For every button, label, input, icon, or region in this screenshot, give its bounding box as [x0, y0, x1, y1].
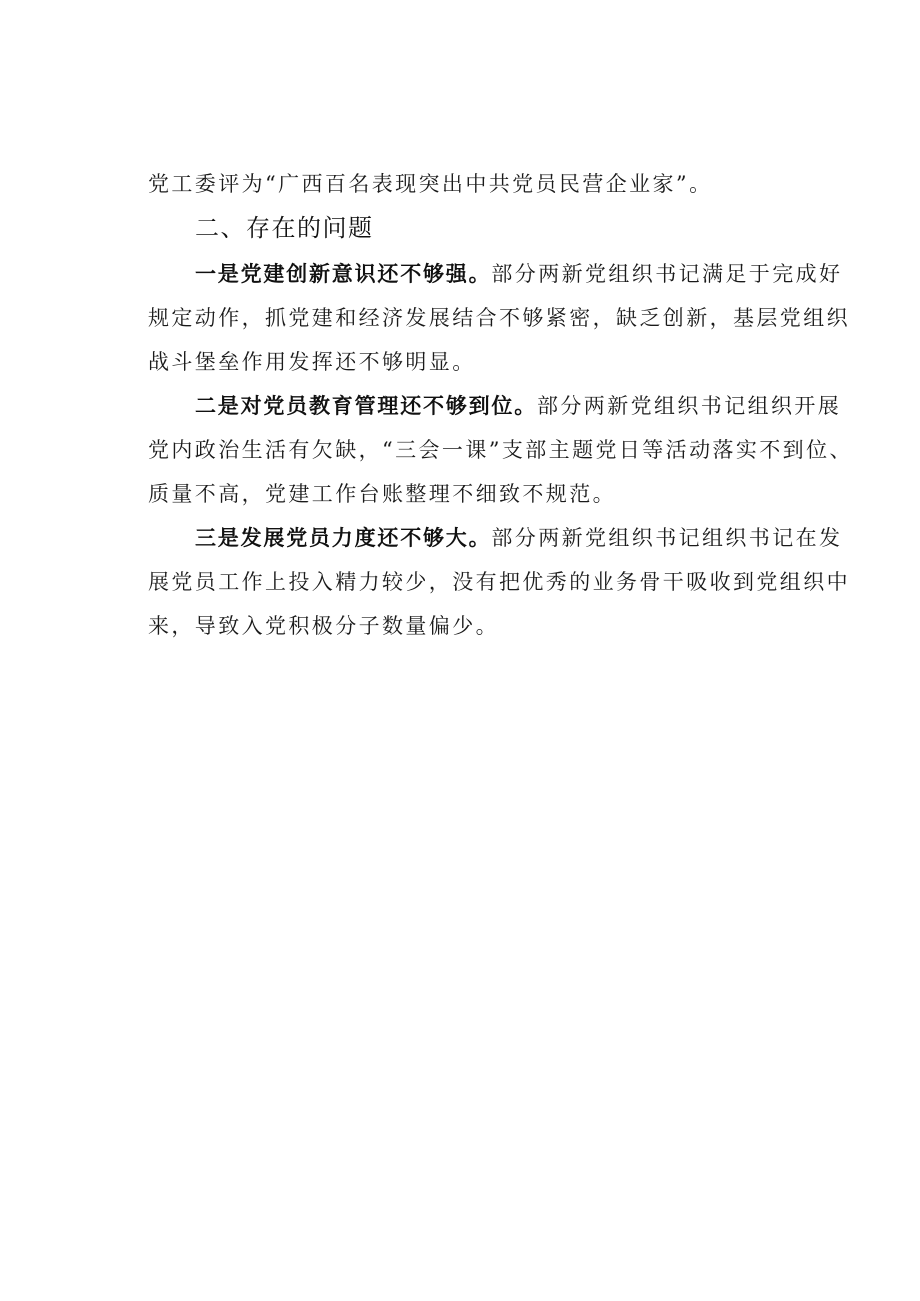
- paragraph-first-line: [148, 252, 843, 296]
- paragraph-line: 规定动作，抓党建和经济发展结合不够紧密，缺乏创新，基层党组织: [148, 306, 850, 330]
- paragraph-line: 党内政治生活有欠缺，“三会一课”支部主题党日等活动落实不到位、: [148, 438, 853, 462]
- paragraph-line: 战斗堡垒作用发挥还不够明显。: [148, 350, 476, 374]
- paragraph-lead: 一是党建创新意识还不够强。: [195, 261, 492, 286]
- section-heading: 二、存在的问题: [195, 214, 374, 242]
- paragraph-text: 部分两新党组织书记满足于完成好: [491, 262, 843, 286]
- paragraph-text: 部分两新党组织书记组织书记在发: [491, 526, 843, 550]
- paragraph-text: 部分两新党组织书记组织开展: [537, 394, 842, 418]
- paragraph-2: [148, 384, 853, 516]
- paragraph-1: [148, 252, 850, 384]
- paragraph-lead: 二是对党员教育管理还不够到位。: [195, 393, 537, 418]
- intro-line: 党工委评为“广西百名表现突出中共党员民营企业家”。: [148, 172, 713, 196]
- paragraph-line: 质量不高，党建工作台账整理不细致不规范。: [148, 482, 616, 506]
- paragraph-line: 来，导致入党积极分子数量偏少。: [148, 614, 499, 638]
- paragraph-line: 展党员工作上投入精力较少，没有把优秀的业务骨干吸收到党组织中: [148, 570, 850, 594]
- paragraph-first-line: [148, 516, 843, 560]
- paragraph-3: [148, 516, 850, 648]
- paragraph-lead: 三是发展党员力度还不够大。: [195, 525, 492, 550]
- paragraph-first-line: [148, 384, 842, 428]
- document-body: [148, 162, 853, 648]
